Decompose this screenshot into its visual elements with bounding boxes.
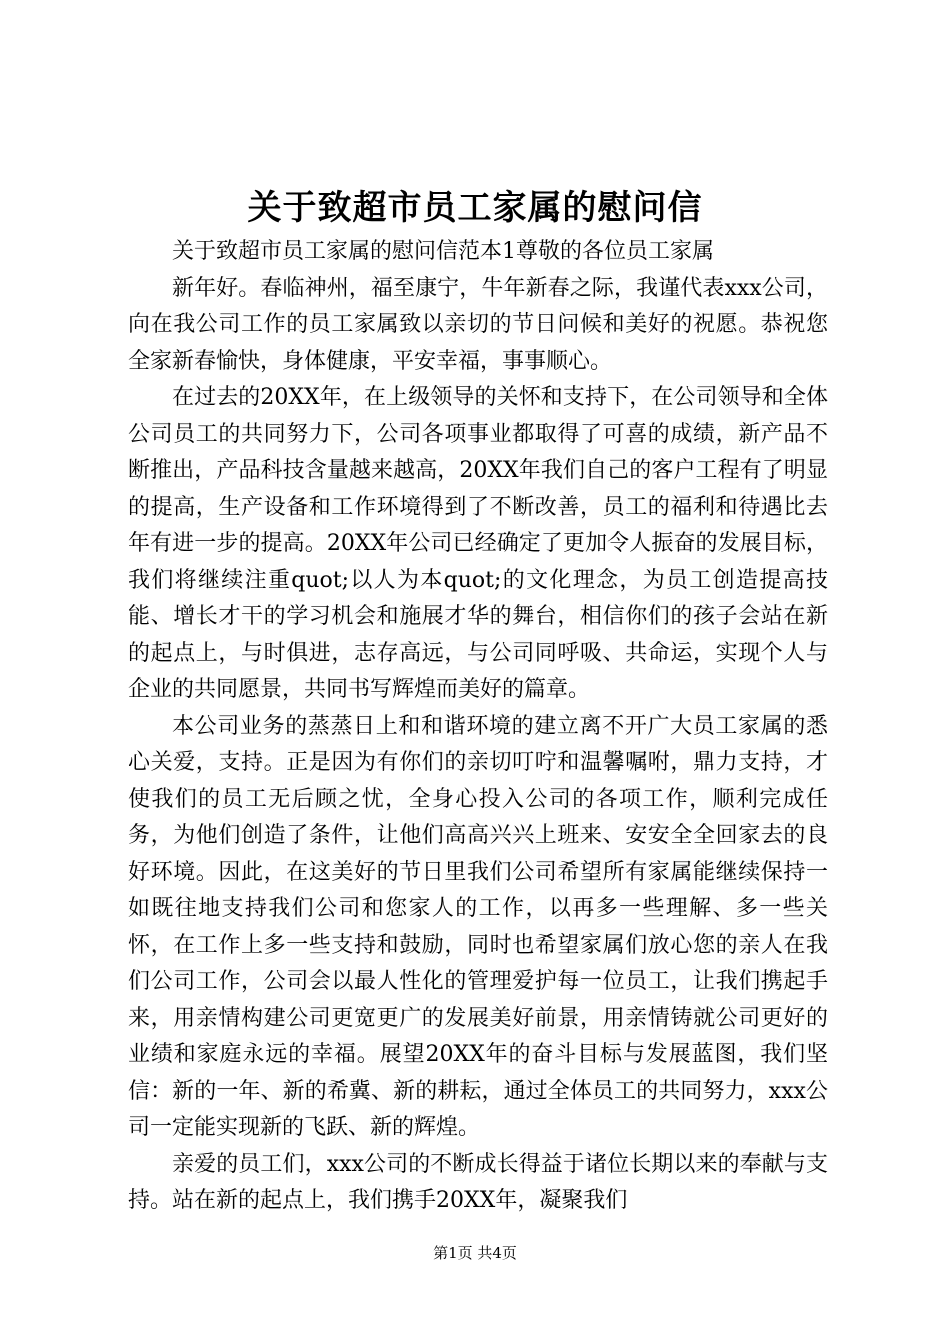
paragraph-salutation: 关于致超市员工家属的慰问信范本1尊敬的各位员工家属 <box>172 239 714 264</box>
paragraph-closing: 亲爱的员工们，xxx公司的不断成长得益于诸位长期以来的奉献与支持。站在新的起点上，我们携手20XX年，凝聚我们 <box>128 1151 828 1213</box>
page-footer: 第1页 共4页 <box>433 1244 517 1262</box>
paragraph-thanks-families: 本公司业务的蒸蒸日上和和谐环境的建立离不开广大员工家属的悉心关爱，支持。正是因为有你们的亲切叮咛和温馨嘱咐，鼎力支持，才使我们的员工无后顾之忧，全身心投入公司的各项工作，顺利完成任务，为他们创造了条件，让他们高高兴兴上班来、安安全全回家去的良好环境。因此，在这美好的节日里我们公司希望所有家属能继续保持一如既往地支持我们公司和您家人的工作，以再多一些理解、多一些关怀，在工作上多一些支持和鼓励，同时也希望家属们放心您的亲人在我们公司工作，公司会以最人性化的管理爱护每一位员工，让我们携起手来，用亲情构建公司更宽更广的发展美好前景，用亲情铸就公司更好的业绩和家庭永远的幸福。展望20XX年的奋斗目标与发展蓝图，我们坚信：新的一年、新的希冀、新的耕耘，通过全体员工的共同努力，xxx公司一定能实现新的飞跃、新的辉煌。 <box>128 713 828 1140</box>
paragraph-review: 在过去的20XX年，在上级领导的关怀和支持下，在公司领导和全体公司员工的共同努力下，公司各项事业都取得了可喜的成绩，新产品不断推出，产品科技含量越来越高，20XX年我们自己的客户工程有了明显的提高，生产设备和工作环境得到了不断改善，员工的福利和待遇比去年有进一步的提高。20XX年公司已经确定了更加令人振奋的发展目标，我们将继续注重quot;以人为本quot;的文化理念，为员工创造提高技能、增长才干的学习机会和施展才华的舞台，相信你们的孩子会站在新的起点上，与时俱进，志存高远，与公司同呼吸、共命运，实现个人与企业的共同愿景，共同书写辉煌而美好的篇章。 <box>128 385 828 702</box>
document-title: 关于致超市员工家属的慰问信 <box>247 188 703 228</box>
document-body <box>128 234 828 1220</box>
paragraph-greeting: 新年好。春临神州，福至康宁，牛年新春之际，我谨代表xxx公司，向在我公司工作的员工家属致以亲切的节日问候和美好的祝愿。恭祝您全家新春愉快，身体健康，平安幸福，事事顺心。 <box>128 275 828 374</box>
